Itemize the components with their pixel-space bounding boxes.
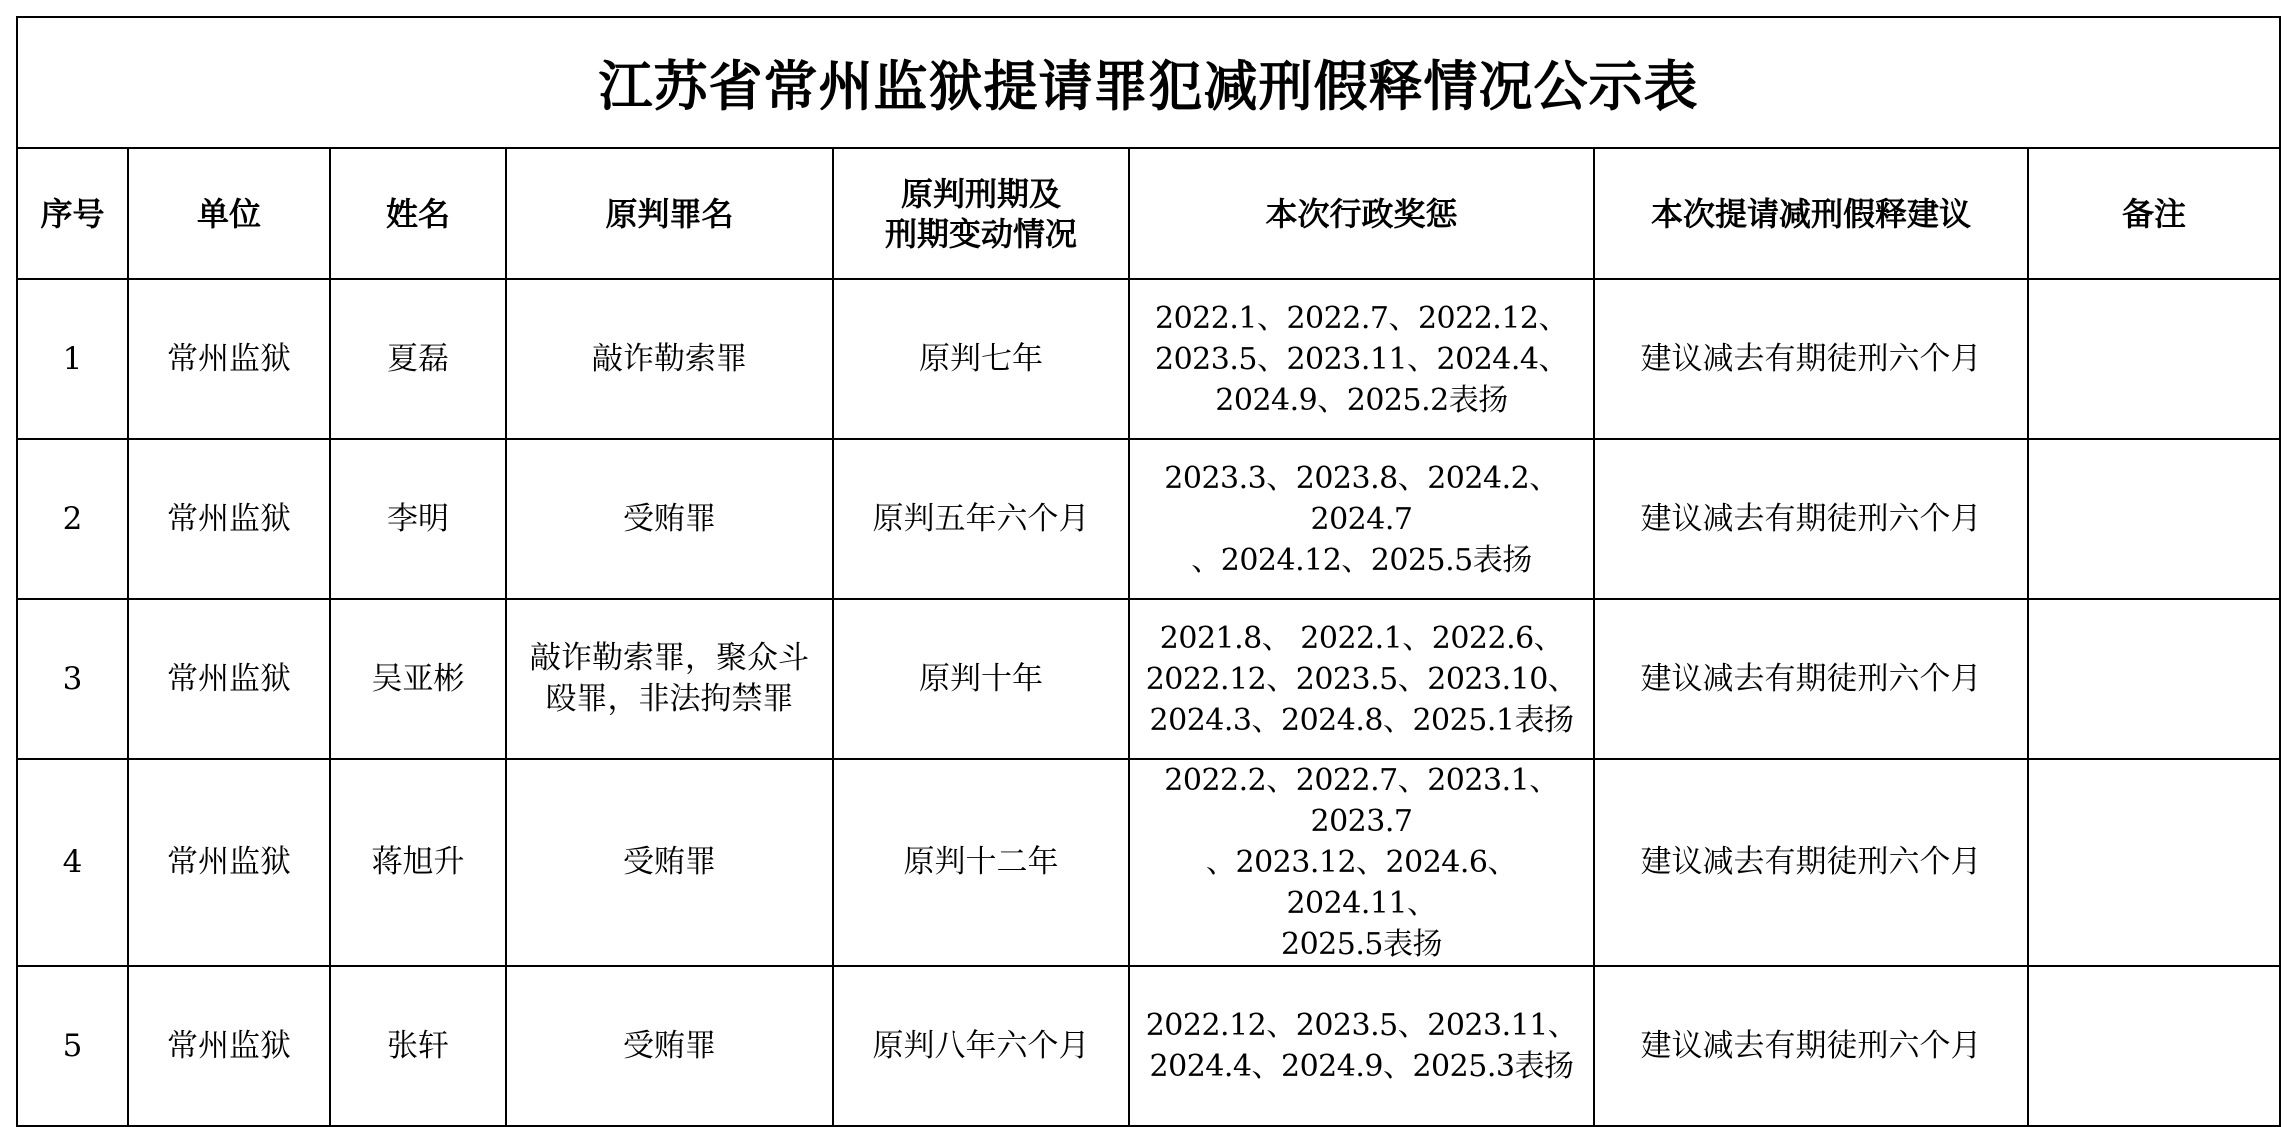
cell-name: 张轩 [330, 966, 506, 1126]
cell-term: 原判七年 [833, 279, 1129, 439]
cell-seq: 2 [17, 439, 128, 599]
header-unit: 单位 [128, 148, 330, 279]
cell-proposal: 建议减去有期徒刑六个月 [1594, 599, 2028, 759]
cell-crime: 受贿罪 [506, 966, 833, 1126]
header-remarks: 备注 [2028, 148, 2280, 279]
cell-remarks [2028, 759, 2280, 966]
cell-remarks [2028, 279, 2280, 439]
header-term: 原判刑期及 刑期变动情况 [833, 148, 1129, 279]
cell-proposal: 建议减去有期徒刑六个月 [1594, 439, 2028, 599]
cell-unit: 常州监狱 [128, 759, 330, 966]
cell-remarks [2028, 966, 2280, 1126]
cell-term: 原判十二年 [833, 759, 1129, 966]
cell-crime: 受贿罪 [506, 439, 833, 599]
cell-unit: 常州监狱 [128, 599, 330, 759]
cell-rewards: 2022.2、2022.7、2023.1、2023.7 、2023.12、2024.6、2024.11、 2025.5表扬 [1129, 759, 1594, 966]
cell-seq: 1 [17, 279, 128, 439]
cell-name: 吴亚彬 [330, 599, 506, 759]
cell-name: 李明 [330, 439, 506, 599]
cell-remarks [2028, 439, 2280, 599]
cell-rewards: 2021.8、 2022.1、2022.6、 2022.12、2023.5、2023.10、 2024.3、2024.8、2025.1表扬 [1129, 599, 1594, 759]
cell-rewards: 2022.12、2023.5、2023.11、 2024.4、2024.9、2025.3表扬 [1129, 966, 1594, 1126]
cell-unit: 常州监狱 [128, 966, 330, 1126]
table-row [17, 439, 2280, 599]
cell-remarks [2028, 599, 2280, 759]
header-seq: 序号 [17, 148, 128, 279]
cell-proposal: 建议减去有期徒刑六个月 [1594, 279, 2028, 439]
cell-name: 夏磊 [330, 279, 506, 439]
cell-crime: 敲诈勒索罪 [506, 279, 833, 439]
table-row [17, 966, 2280, 1126]
cell-name: 蒋旭升 [330, 759, 506, 966]
publicity-table [16, 16, 2281, 1127]
cell-rewards: 2022.1、2022.7、2022.12、 2023.5、2023.11、2024.4、 2024.9、2025.2表扬 [1129, 279, 1594, 439]
header-name: 姓名 [330, 148, 506, 279]
table-title: 江苏省常州监狱提请罪犯减刑假释情况公示表 [17, 17, 2280, 148]
cell-term: 原判十年 [833, 599, 1129, 759]
header-rewards: 本次行政奖惩 [1129, 148, 1594, 279]
header-row [17, 148, 2280, 279]
table-row [17, 759, 2280, 966]
cell-proposal: 建议减去有期徒刑六个月 [1594, 759, 2028, 966]
cell-unit: 常州监狱 [128, 439, 330, 599]
cell-crime: 敲诈勒索罪，聚众斗 殴罪，非法拘禁罪 [506, 599, 833, 759]
cell-unit: 常州监狱 [128, 279, 330, 439]
cell-rewards: 2023.3、2023.8、2024.2、2024.7 、2024.12、2025.5表扬 [1129, 439, 1594, 599]
table-row [17, 279, 2280, 439]
cell-seq: 3 [17, 599, 128, 759]
cell-term: 原判五年六个月 [833, 439, 1129, 599]
cell-proposal: 建议减去有期徒刑六个月 [1594, 966, 2028, 1126]
header-proposal: 本次提请减刑假释建议 [1594, 148, 2028, 279]
cell-term: 原判八年六个月 [833, 966, 1129, 1126]
header-crime: 原判罪名 [506, 148, 833, 279]
cell-crime: 受贿罪 [506, 759, 833, 966]
cell-seq: 4 [17, 759, 128, 966]
table-row [17, 599, 2280, 759]
cell-seq: 5 [17, 966, 128, 1126]
